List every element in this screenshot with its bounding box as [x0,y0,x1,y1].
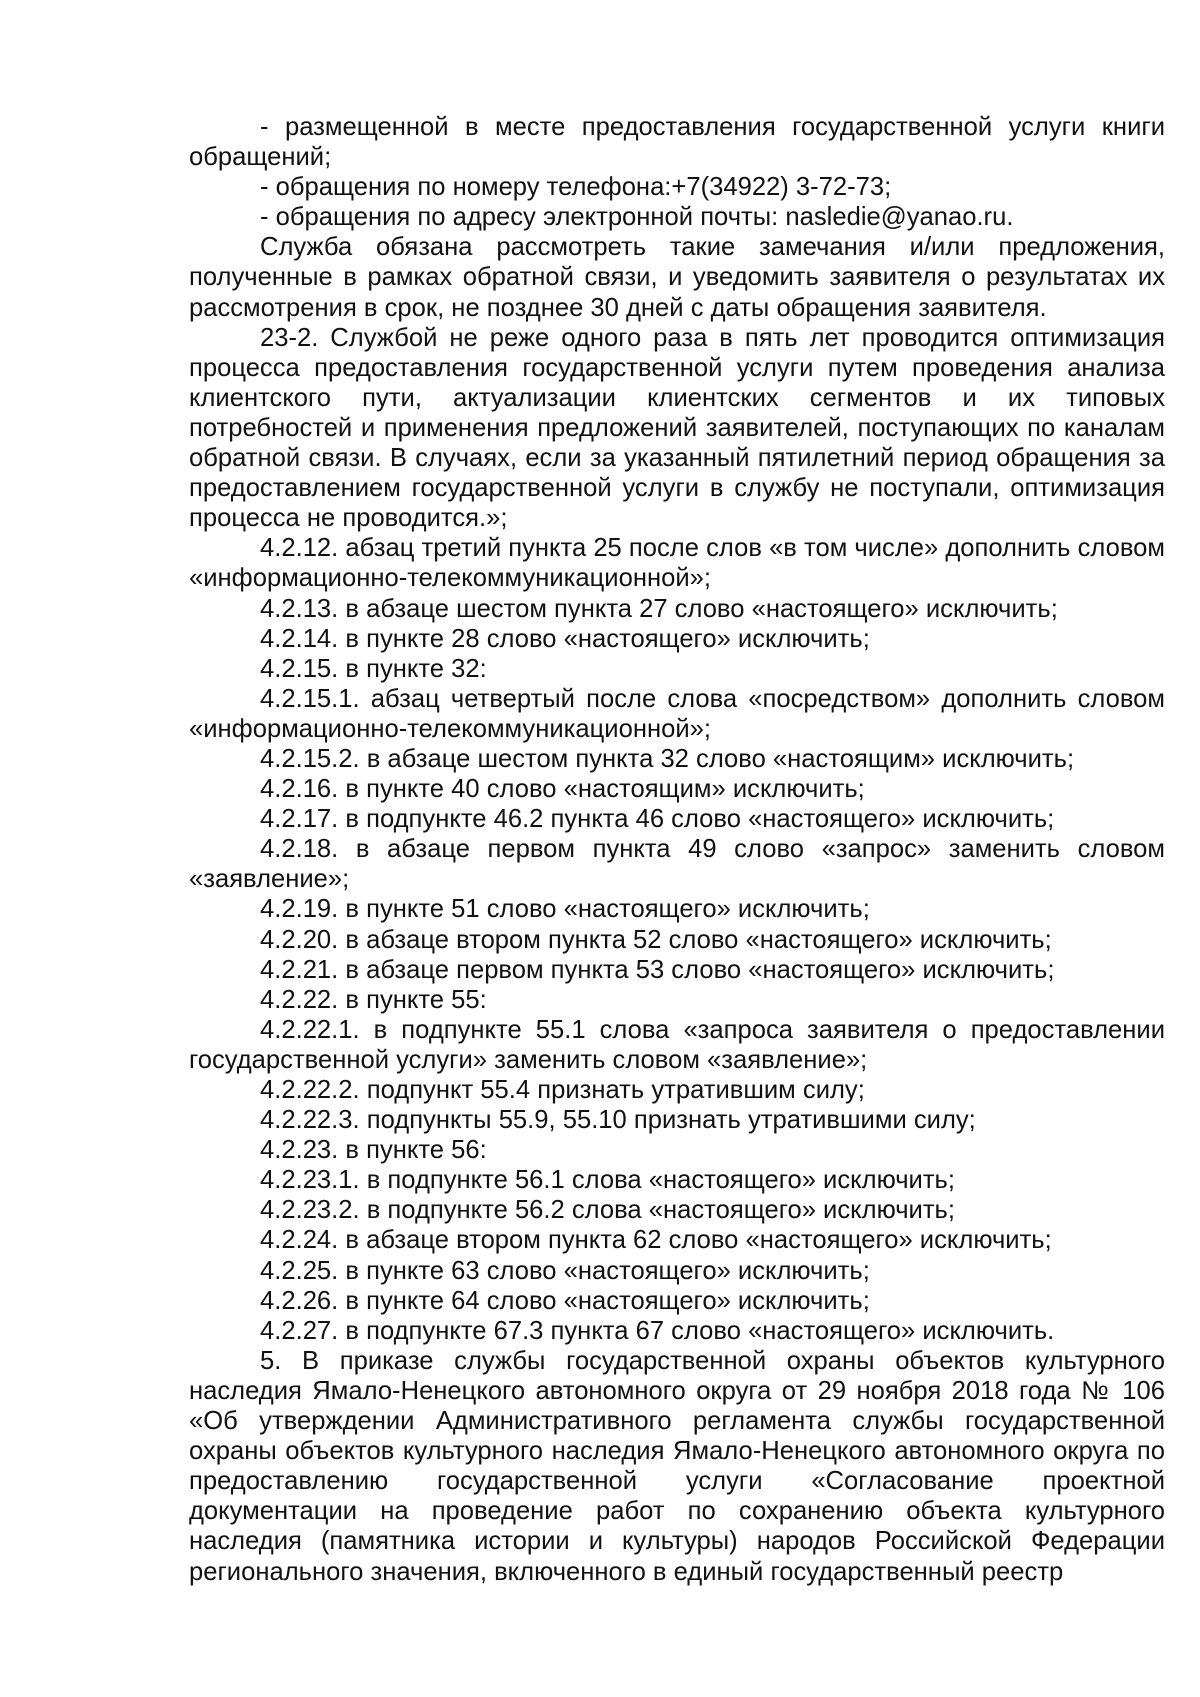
paragraph-4-2-24: 4.2.24. в абзаце втором пункта 62 слово «настоящего» исключить; [260,1226,1052,1255]
paragraph-4-2-15: 4.2.15. в пункте 32: [260,654,487,683]
paragraph-item-5: 5. В приказе службы государственной охраны объектов культурного наследия Ямало-Ненецкого автономного округа от 29 ноября 2018 года № 106 «Об утверждении Административного регламента службы государственной охраны объектов культурного наследия Ямало-Ненецкого автономного округа по предоставлению государственной услуги «Согласование проектной документации на проведение работ по сохранению объекта культурного наследия (памятника истории и культуры) народов Российской Федерации регионального значения, включенного в единый государственный реестр [189,1346,1165,1586]
paragraph-4-2-14: 4.2.14. в пункте 28 слово «настоящего» исключить; [260,624,870,653]
paragraph-4-2-16: 4.2.16. в пункте 40 слово «настоящим» исключить; [260,775,865,804]
paragraph-email: - обращения по адресу электронной почты: nasledie@yanao.ru. [260,203,1014,232]
paragraph-4-2-15-2: 4.2.15.2. в абзаце шестом пункта 32 слово «настоящим» исключить; [260,744,1075,773]
paragraph-4-2-19: 4.2.19. в пункте 51 слово «настоящего» исключить; [260,895,870,924]
paragraph-23-2: 23-2. Службой не реже одного раза в пять лет проводится оптимизация процесса предоставления государственной услуги путем проведения анализа клиентского пути, актуализации клиентских сегментов и их типовых потребностей и применения предложений заявителей, поступающих по каналам обратной связи. В случаях, если за указанный пятилетний период обращения за предоставлением государственной услуги в службу не поступали, оптимизация процесса не проводится.»; [189,323,1165,533]
paragraph-4-2-23: 4.2.23. в пункте 56: [260,1136,487,1165]
paragraph-phone: - обращения по номеру телефона:+7(34922) 3-72-73; [260,173,892,202]
paragraph-4-2-20: 4.2.20. в абзаце втором пункта 52 слово «настоящего» исключить; [260,925,1052,954]
paragraph-4-2-26: 4.2.26. в пункте 64 слово «настоящего» исключить; [260,1286,870,1315]
paragraph-4-2-12: 4.2.12. абзац третий пункта 25 после слов «в том числе» дополнить словом «информационно-телекоммуникационной»; [189,534,1165,593]
paragraph-4-2-22: 4.2.22. в пункте 55: [260,985,487,1014]
paragraph-4-2-27: 4.2.27. в подпункте 67.3 пункта 67 слово «настоящего» исключить. [260,1316,1055,1345]
paragraph-4-2-13: 4.2.13. в абзаце шестом пункта 27 слово «настоящего» исключить; [260,594,1058,623]
paragraph-4-2-17: 4.2.17. в подпункте 46.2 пункта 46 слово «настоящего» исключить; [260,805,1055,834]
paragraph-4-2-18: 4.2.18. в абзаце первом пункта 49 слово «запрос» заменить словом «заявление»; [189,835,1165,894]
document-body [189,112,1165,1587]
paragraph-4-2-23-2: 4.2.23.2. в подпункте 56.2 слова «настоящего» исключить; [260,1196,956,1225]
paragraph-complaint-book: - размещенной в месте предоставления государственной услуги книги обращений; [189,113,1165,172]
paragraph-4-2-22-2: 4.2.22.2. подпункт 55.4 признать утратившим силу; [260,1076,865,1104]
paragraph-4-2-22-3: 4.2.22.3. подпункты 55.9, 55.10 признать утратившими силу; [260,1106,976,1135]
paragraph-feedback-review: Служба обязана рассмотреть такие замечания и/или предложения, полученные в рамках обратной связи, и уведомить заявителя о результатах их рассмотрения в срок, не позднее 30 дней с даты обращения заявителя. [189,233,1165,322]
paragraph-4-2-21: 4.2.21. в абзаце первом пункта 53 слово «настоящего» исключить; [260,955,1055,984]
paragraph-4-2-25: 4.2.25. в пункте 63 слово «настоящего» исключить; [260,1256,870,1285]
paragraph-4-2-23-1: 4.2.23.1. в подпункте 56.1 слова «настоящего» исключить; [260,1166,956,1195]
paragraph-4-2-15-1: 4.2.15.1. абзац четвертый после слова «посредством» дополнить словом «информационно-телекоммуникационной»; [189,684,1165,743]
paragraph-4-2-22-1: 4.2.22.1. в подпункте 55.1 слова «запроса заявителя о предоставлении государственной услуги» заменить словом «заявление»; [189,1015,1165,1074]
